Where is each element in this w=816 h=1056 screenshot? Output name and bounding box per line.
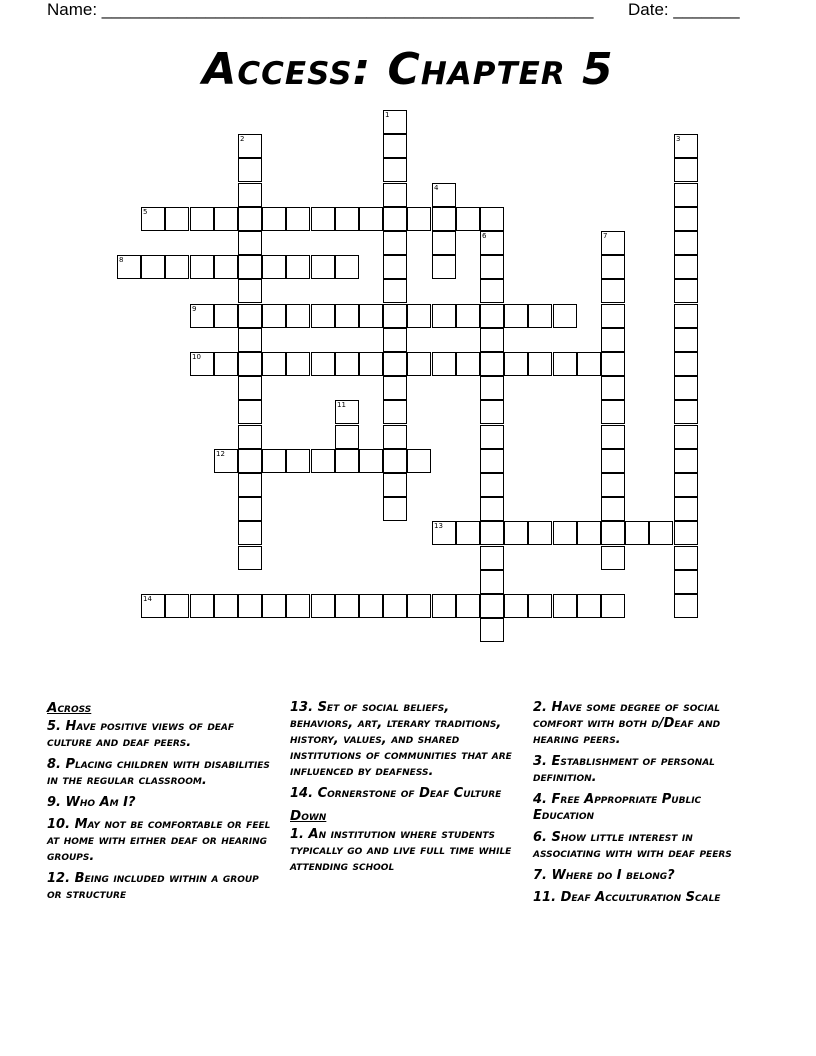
grid-cell[interactable] xyxy=(383,110,407,134)
grid-cell[interactable] xyxy=(625,521,649,545)
grid-cell[interactable] xyxy=(601,400,625,424)
grid-cell[interactable] xyxy=(214,207,238,231)
grid-cell[interactable] xyxy=(165,594,189,618)
grid-cell[interactable] xyxy=(359,594,383,618)
grid-cell[interactable] xyxy=(480,594,504,618)
clue-number: 14 xyxy=(143,595,152,603)
grid-cell[interactable] xyxy=(335,449,359,473)
grid-cell[interactable] xyxy=(238,328,262,352)
grid-cell[interactable] xyxy=(407,594,431,618)
grid-cell[interactable] xyxy=(383,279,407,303)
grid-cell[interactable] xyxy=(601,594,625,618)
clue-across-13: 13. Set of social beliefs, behaviors, art, lterary traditions, history, values, and shared institutions of communities that are influenced by deafness. xyxy=(290,700,512,779)
grid-cell[interactable] xyxy=(238,304,262,328)
grid-cell[interactable] xyxy=(674,473,698,497)
grid-cell[interactable] xyxy=(311,207,335,231)
grid-cell[interactable] xyxy=(432,207,456,231)
clue-across-14: 14. Cornerstone of Deaf Culture xyxy=(290,786,502,801)
clue-number: 4 xyxy=(434,184,439,192)
grid-cell[interactable] xyxy=(674,449,698,473)
grid-cell[interactable] xyxy=(238,546,262,570)
grid-cell[interactable] xyxy=(601,255,625,279)
grid-cell[interactable] xyxy=(117,255,141,279)
grid-cell[interactable] xyxy=(432,183,456,207)
grid-cell[interactable] xyxy=(674,400,698,424)
grid-cell[interactable] xyxy=(141,207,165,231)
grid-cell[interactable] xyxy=(311,255,335,279)
clue-down-2: 2. Have some degree of social comfort with both d/Deaf and hearing peers. xyxy=(533,700,721,747)
grid-cell[interactable] xyxy=(674,521,698,545)
grid-cell[interactable] xyxy=(480,207,504,231)
grid-cell[interactable] xyxy=(335,352,359,376)
grid-cell[interactable] xyxy=(286,255,310,279)
grid-cell[interactable] xyxy=(674,207,698,231)
grid-cell[interactable] xyxy=(480,521,504,545)
grid-cell[interactable] xyxy=(165,207,189,231)
grid-cell[interactable] xyxy=(359,304,383,328)
grid-cell[interactable] xyxy=(383,231,407,255)
grid-cell[interactable] xyxy=(359,449,383,473)
grid-cell[interactable] xyxy=(480,618,504,642)
clue-down-11: 11. Deaf Acculturation Scale xyxy=(533,890,721,905)
grid-cell[interactable] xyxy=(359,352,383,376)
clue-number: 12 xyxy=(216,450,225,458)
grid-cell[interactable] xyxy=(456,521,480,545)
page-title: Access: Chapter 5 xyxy=(202,44,614,95)
grid-cell[interactable] xyxy=(286,207,310,231)
across-heading: Across xyxy=(47,700,92,716)
grid-cell[interactable] xyxy=(383,328,407,352)
grid-cell[interactable] xyxy=(674,231,698,255)
grid-cell[interactable] xyxy=(674,255,698,279)
grid-cell[interactable] xyxy=(238,594,262,618)
grid-cell[interactable] xyxy=(383,425,407,449)
grid-cell[interactable] xyxy=(528,594,552,618)
grid-cell[interactable] xyxy=(214,594,238,618)
grid-cell[interactable] xyxy=(674,328,698,352)
grid-cell[interactable] xyxy=(286,449,310,473)
grid-cell[interactable] xyxy=(432,521,456,545)
grid-cell[interactable] xyxy=(311,449,335,473)
grid-cell[interactable] xyxy=(238,207,262,231)
grid-cell[interactable] xyxy=(674,158,698,182)
grid-cell[interactable] xyxy=(286,352,310,376)
clue-number: 9 xyxy=(192,305,197,313)
grid-cell[interactable] xyxy=(674,352,698,376)
grid-cell[interactable] xyxy=(262,207,286,231)
grid-cell[interactable] xyxy=(601,546,625,570)
grid-cell[interactable] xyxy=(383,473,407,497)
grid-cell[interactable] xyxy=(480,546,504,570)
clue-number: 2 xyxy=(240,135,245,143)
grid-cell[interactable] xyxy=(238,158,262,182)
clue-down-1: 1. An institution where students typically go and live full time while attending school xyxy=(290,827,512,874)
grid-cell[interactable] xyxy=(238,497,262,521)
grid-cell[interactable] xyxy=(190,304,214,328)
grid-cell[interactable] xyxy=(311,304,335,328)
grid-cell[interactable] xyxy=(674,425,698,449)
clue-number: 5 xyxy=(143,208,148,216)
grid-cell[interactable] xyxy=(577,594,601,618)
grid-cell[interactable] xyxy=(553,352,577,376)
grid-cell[interactable] xyxy=(383,255,407,279)
grid-cell[interactable] xyxy=(165,255,189,279)
grid-cell[interactable] xyxy=(383,183,407,207)
grid-cell[interactable] xyxy=(577,352,601,376)
grid-cell[interactable] xyxy=(480,425,504,449)
grid-cell[interactable] xyxy=(674,376,698,400)
grid-cell[interactable] xyxy=(504,521,528,545)
grid-cell[interactable] xyxy=(480,304,504,328)
grid-cell[interactable] xyxy=(432,304,456,328)
grid-cell[interactable] xyxy=(480,231,504,255)
grid-cell[interactable] xyxy=(190,255,214,279)
clue-across-10: 10. May not be comfortable or feel at home with either deaf or hearing groups. xyxy=(47,817,271,864)
grid-cell[interactable] xyxy=(480,449,504,473)
grid-cell[interactable] xyxy=(214,304,238,328)
grid-cell[interactable] xyxy=(480,279,504,303)
grid-cell[interactable] xyxy=(383,497,407,521)
grid-cell[interactable] xyxy=(286,304,310,328)
grid-cell[interactable] xyxy=(528,304,552,328)
name-field[interactable]: Name: ____________________________________________________ xyxy=(47,0,594,19)
grid-cell[interactable] xyxy=(238,279,262,303)
grid-cell[interactable] xyxy=(432,231,456,255)
grid-cell[interactable] xyxy=(262,304,286,328)
grid-cell[interactable] xyxy=(601,425,625,449)
date-field[interactable]: Date: _______ xyxy=(628,0,740,19)
grid-cell[interactable] xyxy=(383,449,407,473)
clue-number: 1 xyxy=(385,111,390,119)
clue-number: 6 xyxy=(482,232,487,240)
grid-cell[interactable] xyxy=(311,594,335,618)
clue-across-12: 12. Being included within a group or structure xyxy=(47,871,259,902)
grid-cell[interactable] xyxy=(238,376,262,400)
grid-cell[interactable] xyxy=(456,207,480,231)
clue-across-9: 9. Who Am I? xyxy=(47,795,136,810)
clue-down-6: 6. Show little interest in associating with with deaf peers xyxy=(533,830,732,861)
grid-cell[interactable] xyxy=(335,207,359,231)
clue-down-3: 3. Establishment of personal definition. xyxy=(533,754,715,785)
grid-cell[interactable] xyxy=(601,473,625,497)
grid-cell[interactable] xyxy=(335,425,359,449)
grid-cell[interactable] xyxy=(674,570,698,594)
grid-cell[interactable] xyxy=(601,352,625,376)
grid-cell[interactable] xyxy=(407,304,431,328)
grid-cell[interactable] xyxy=(674,183,698,207)
grid-cell[interactable] xyxy=(674,594,698,618)
grid-cell[interactable] xyxy=(601,376,625,400)
grid-cell[interactable] xyxy=(214,255,238,279)
grid-cell[interactable] xyxy=(383,594,407,618)
grid-cell[interactable] xyxy=(480,400,504,424)
grid-cell[interactable] xyxy=(601,497,625,521)
grid-cell[interactable] xyxy=(601,328,625,352)
grid-cell[interactable] xyxy=(407,352,431,376)
grid-cell[interactable] xyxy=(407,449,431,473)
grid-cell[interactable] xyxy=(214,449,238,473)
grid-cell[interactable] xyxy=(238,255,262,279)
grid-cell[interactable] xyxy=(480,255,504,279)
grid-cell[interactable] xyxy=(480,352,504,376)
clue-number: 3 xyxy=(676,135,681,143)
grid-cell[interactable] xyxy=(238,400,262,424)
grid-cell[interactable] xyxy=(553,521,577,545)
clues-column-3 xyxy=(533,700,763,912)
grid-cell[interactable] xyxy=(238,231,262,255)
clue-down-4: 4. Free Appropriate Public Education xyxy=(533,792,702,823)
grid-cell[interactable] xyxy=(432,594,456,618)
clue-number: 10 xyxy=(192,353,201,361)
grid-cell[interactable] xyxy=(601,521,625,545)
grid-cell[interactable] xyxy=(262,255,286,279)
clue-down-7: 7. Where do I belong? xyxy=(533,868,675,883)
grid-cell[interactable] xyxy=(480,376,504,400)
grid-cell[interactable] xyxy=(480,570,504,594)
grid-cell[interactable] xyxy=(504,594,528,618)
clue-number: 11 xyxy=(337,401,346,409)
grid-cell[interactable] xyxy=(383,134,407,158)
clues-column-1 xyxy=(47,700,272,909)
grid-cell[interactable] xyxy=(480,497,504,521)
clue-number: 8 xyxy=(119,256,124,264)
grid-cell[interactable] xyxy=(335,400,359,424)
grid-cell[interactable] xyxy=(432,352,456,376)
grid-cell[interactable] xyxy=(383,352,407,376)
grid-cell[interactable] xyxy=(238,425,262,449)
grid-cell[interactable] xyxy=(214,352,238,376)
clue-number: 7 xyxy=(603,232,608,240)
grid-cell[interactable] xyxy=(674,546,698,570)
grid-cell[interactable] xyxy=(601,304,625,328)
grid-cell[interactable] xyxy=(504,352,528,376)
grid-cell[interactable] xyxy=(553,304,577,328)
grid-cell[interactable] xyxy=(553,594,577,618)
clue-number: 13 xyxy=(434,522,443,530)
clue-across-8: 8. Placing children with disabilities in the regular classroom. xyxy=(47,757,270,788)
grid-cell[interactable] xyxy=(262,449,286,473)
grid-cell[interactable] xyxy=(456,352,480,376)
clues-column-2 xyxy=(290,700,515,881)
grid-cell[interactable] xyxy=(674,134,698,158)
grid-cell[interactable] xyxy=(238,134,262,158)
grid-cell[interactable] xyxy=(383,400,407,424)
grid-cell[interactable] xyxy=(456,304,480,328)
grid-cell[interactable] xyxy=(674,497,698,521)
grid-cell[interactable] xyxy=(335,594,359,618)
grid-cell[interactable] xyxy=(383,158,407,182)
grid-cell[interactable] xyxy=(577,521,601,545)
grid-cell[interactable] xyxy=(601,279,625,303)
grid-cell[interactable] xyxy=(238,449,262,473)
clue-across-5: 5. Have positive views of deaf culture and deaf peers. xyxy=(47,719,235,750)
grid-cell[interactable] xyxy=(649,521,673,545)
grid-cell[interactable] xyxy=(262,352,286,376)
grid-cell[interactable] xyxy=(141,255,165,279)
grid-cell[interactable] xyxy=(601,231,625,255)
grid-cell[interactable] xyxy=(190,207,214,231)
grid-cell[interactable] xyxy=(456,594,480,618)
grid-cell[interactable] xyxy=(335,255,359,279)
grid-cell[interactable] xyxy=(504,304,528,328)
grid-cell[interactable] xyxy=(190,594,214,618)
grid-cell[interactable] xyxy=(262,594,286,618)
grid-cell[interactable] xyxy=(601,449,625,473)
grid-cell[interactable] xyxy=(383,304,407,328)
grid-cell[interactable] xyxy=(432,255,456,279)
grid-cell[interactable] xyxy=(238,521,262,545)
grid-cell[interactable] xyxy=(238,352,262,376)
grid-cell[interactable] xyxy=(480,328,504,352)
grid-cell[interactable] xyxy=(311,352,335,376)
grid-cell[interactable] xyxy=(480,473,504,497)
grid-cell[interactable] xyxy=(238,183,262,207)
grid-cell[interactable] xyxy=(407,207,431,231)
grid-cell[interactable] xyxy=(141,594,165,618)
grid-cell[interactable] xyxy=(190,352,214,376)
grid-cell[interactable] xyxy=(383,207,407,231)
grid-cell[interactable] xyxy=(238,473,262,497)
grid-cell[interactable] xyxy=(674,304,698,328)
grid-cell[interactable] xyxy=(335,304,359,328)
grid-cell[interactable] xyxy=(286,594,310,618)
grid-cell[interactable] xyxy=(674,279,698,303)
grid-cell[interactable] xyxy=(528,521,552,545)
grid-cell[interactable] xyxy=(528,352,552,376)
grid-cell[interactable] xyxy=(359,207,383,231)
down-heading: Down xyxy=(290,808,327,824)
grid-cell[interactable] xyxy=(383,376,407,400)
